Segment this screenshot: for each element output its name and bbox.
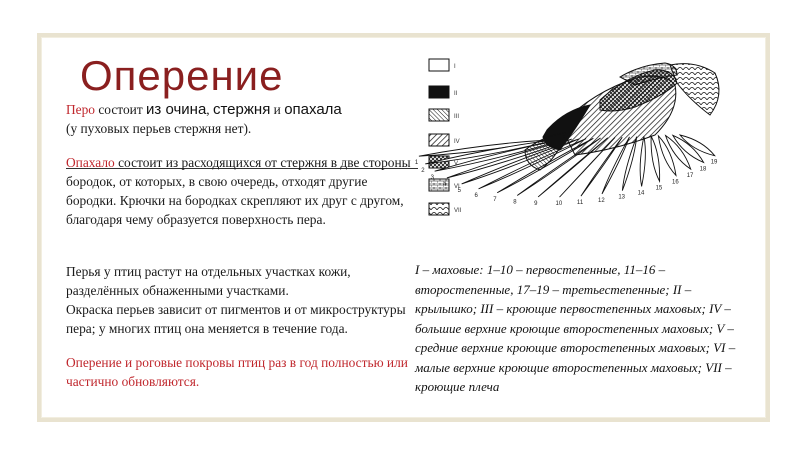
legend-swatch-III [429, 109, 449, 121]
feather-number: 9 [534, 200, 538, 207]
feather-number: 7 [493, 196, 497, 203]
legend-label-VI: VI [454, 184, 460, 190]
feather-number: 11 [576, 200, 584, 207]
feather-number: 8 [513, 199, 517, 206]
legend-label-VII: VII [454, 208, 462, 214]
figure-caption: I – маховые: 1–10 – первостепенные, 11–16 – второстепенные, 17–19 – третьестепенные; II – крылышко; III – кроющие первостепенных маховых; IV – большие верхние кроющие второстепенных маховых; V – средние верхние кроющие второстепенных маховых; VI – малые верхние кроющие второстепенных маховых; VII – кроющие плеча [415, 262, 736, 394]
legend-label-IV: IV [454, 139, 460, 145]
slide-title: Оперение [80, 52, 284, 99]
flight-feather [651, 136, 660, 181]
feather-number: 16 [671, 179, 679, 186]
paragraph-1-line-2: (у пуховых перьев стержня нет). [66, 121, 252, 136]
feather-number: 15 [655, 185, 663, 192]
word: состоит [95, 102, 147, 117]
legend-label-I: I [454, 64, 456, 70]
feather-number: 19 [710, 159, 718, 166]
feather-number: 18 [699, 166, 707, 173]
legend-swatch-IV [429, 134, 449, 146]
legend-label-III: III [454, 114, 460, 120]
term-sterzhen: стержня [212, 101, 271, 118]
feather-number: 17 [686, 173, 694, 180]
feather-number: 12 [598, 197, 605, 204]
feather-number: 4 [442, 181, 447, 188]
feather-number: 2 [421, 167, 425, 174]
feather-number: 3 [430, 175, 435, 182]
feather-number: 5 [457, 187, 461, 194]
wing-drawing [415, 63, 719, 207]
flight-feather [640, 136, 645, 186]
scapulars [670, 64, 719, 115]
comma: , [206, 102, 213, 117]
feather-number: 13 [618, 194, 626, 201]
word-iz: из [146, 101, 162, 118]
paragraph-feather-structure [66, 100, 416, 138]
term-opakhalo-red: Опахало [66, 155, 115, 170]
legend-label-II: II [454, 91, 458, 97]
term-ochin: очина [161, 101, 207, 118]
term-opakhalo: опахала [284, 101, 342, 118]
legend-label-V: V [454, 161, 459, 167]
feather-number: 6 [474, 192, 478, 199]
feather-number: 14 [637, 190, 645, 197]
legend-swatch-VII [429, 203, 449, 215]
legend-swatch-II [429, 86, 449, 98]
feather-number: 10 [555, 201, 563, 208]
wing-diagram [414, 55, 755, 255]
paragraph-coloration: Окраска перьев зависит от пигментов и от микроструктуры пера; у многих птиц она меняется в течение года. [66, 302, 406, 336]
word-i: и [270, 102, 285, 117]
paragraph-pterylae: Перья у птиц растут на отдельных участках кожи, разделённых обнаженными участками. [66, 264, 351, 298]
feather-number: 1 [414, 160, 419, 167]
paragraph-2-text: состоит из расходящихся от стержня в две стороны бородок, от которых, в свою очередь, отходят другие бородки. Крючки на бородках скрепляют их друг с другом, благодаря чему образуется поверхность пера. [66, 155, 411, 227]
legend-swatch-I [429, 59, 449, 71]
paragraph-vane [66, 153, 416, 229]
term-pero: Перо [66, 102, 96, 117]
paragraph-molting: Оперение и роговые покровы птиц раз в год полностью или частично обновляются. [66, 355, 408, 389]
